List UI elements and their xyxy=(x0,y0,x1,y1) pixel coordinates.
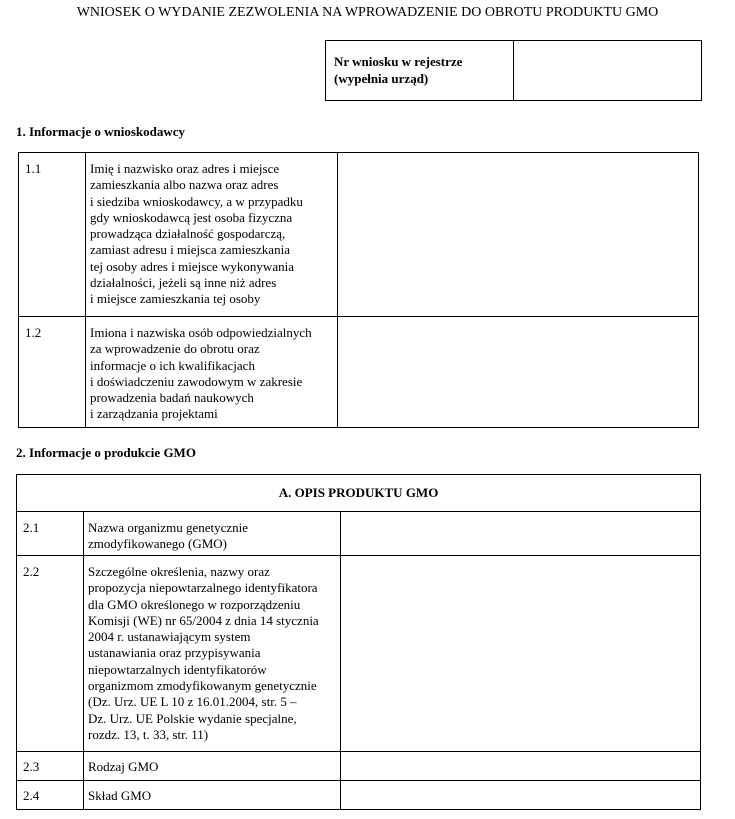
description-line: dla GMO określonego w rozporządzeniu xyxy=(88,596,301,612)
description-line: rozdz. 13, t. 33, str. 11) xyxy=(88,726,209,742)
row-number: 2.3 xyxy=(17,752,84,781)
registry-label-line2: (wypełnia urząd) xyxy=(334,70,429,86)
row-description xyxy=(86,317,338,428)
description-line: informacje o ich kwalifikacjach xyxy=(90,357,255,373)
product-description-heading: A. OPIS PRODUKTU GMO xyxy=(17,475,701,512)
description-line: i siedziba wnioskodawcy, a w przypadku xyxy=(90,193,303,209)
table-header-row xyxy=(17,475,701,512)
table-row xyxy=(19,317,699,428)
gmo-product-table xyxy=(16,474,701,810)
description-line: prowadząca działalność gospodarczą, xyxy=(90,226,286,242)
description-line: Nazwa organizmu genetycznie xyxy=(88,520,249,535)
row-number: 1.1 xyxy=(19,153,86,317)
row-description xyxy=(86,153,338,317)
registry-label xyxy=(326,41,514,101)
description-line: tej osoby adres i miejsce wykonywania xyxy=(90,258,294,274)
description-line: zamieszkania albo nazwa oraz adres xyxy=(90,177,279,193)
section1-heading: 1. Informacje o wnioskodawcy xyxy=(16,124,185,139)
description-line: gdy wnioskodawcą jest osoba fizyczna xyxy=(90,209,293,225)
table-row xyxy=(17,512,701,556)
description-line: i doświadczeniu zawodowym w zakresie xyxy=(90,373,303,389)
description-line: Skład GMO xyxy=(88,788,152,803)
description-line: Imię i nazwisko oraz adres i miejsce xyxy=(90,161,280,176)
description-line: prowadzenia badań naukowych xyxy=(90,390,254,406)
row-number: 2.1 xyxy=(17,512,84,556)
row-description xyxy=(84,556,341,752)
description-line: i zarządzania projektami xyxy=(90,406,218,422)
description-line: zmodyfikowanego (GMO) xyxy=(88,536,227,552)
description-line: Szczególne określenia, nazwy oraz xyxy=(88,564,270,579)
description-line: Imiona i nazwiska osób odpowiedzialnych xyxy=(90,325,312,340)
description-line: i miejsce zamieszkania tej osoby xyxy=(90,291,261,307)
gmo-identifier-field[interactable] xyxy=(341,556,701,752)
form-title: WNIOSEK O WYDANIE ZEZWOLENIA NA WPROWADZENIE DO OBROTU PRODUKTU GMO xyxy=(76,5,659,20)
applicant-info-table xyxy=(18,152,699,428)
row-number: 2.4 xyxy=(17,781,84,810)
gmo-name-field[interactable] xyxy=(341,512,701,556)
section2-heading: 2. Informacje o produkcie GMO xyxy=(16,445,196,460)
registry-table xyxy=(325,40,702,101)
row-description xyxy=(84,512,341,556)
table-row xyxy=(17,781,701,810)
table-row xyxy=(19,153,699,317)
description-line: za wprowadzenie do obrotu oraz xyxy=(90,341,260,357)
row-number: 1.2 xyxy=(19,317,86,428)
gmo-composition-field[interactable] xyxy=(341,781,701,810)
table-row xyxy=(17,752,701,781)
row-number: 2.2 xyxy=(17,556,84,752)
description-line: 2004 r. ustanawiającym system xyxy=(88,629,251,645)
responsible-persons-field[interactable] xyxy=(338,317,699,428)
description-line: niepowtarzalnych identyfikatorów xyxy=(88,661,267,677)
registry-label-line1: Nr wniosku w rejestrze xyxy=(334,54,463,70)
description-line: (Dz. Urz. UE L 10 z 16.01.2004, str. 5 – xyxy=(88,694,297,710)
description-line: propozycja niepowtarzalnego identyfikatora xyxy=(88,580,318,596)
description-line: działalności, jeżeli są inne niż adres xyxy=(90,275,277,291)
description-line: Rodzaj GMO xyxy=(88,759,159,774)
description-line: zamiast adresu i miejsca zamieszkania xyxy=(90,242,290,258)
description-line: organizmom zmodyfikowanym genetycznie xyxy=(88,678,317,694)
row-description xyxy=(84,752,341,781)
description-line: Dz. Urz. UE Polskie wydanie specjalne, xyxy=(88,710,297,726)
row-description xyxy=(84,781,341,810)
description-line: ustanawiania oraz przypisywania xyxy=(88,645,261,661)
applicant-data-field[interactable] xyxy=(338,153,699,317)
description-line: Komisji (WE) nr 65/2004 z dnia 14 stycznia xyxy=(88,612,319,628)
gmo-type-field[interactable] xyxy=(341,752,701,781)
table-row xyxy=(17,556,701,752)
registry-number-field[interactable] xyxy=(514,41,702,101)
